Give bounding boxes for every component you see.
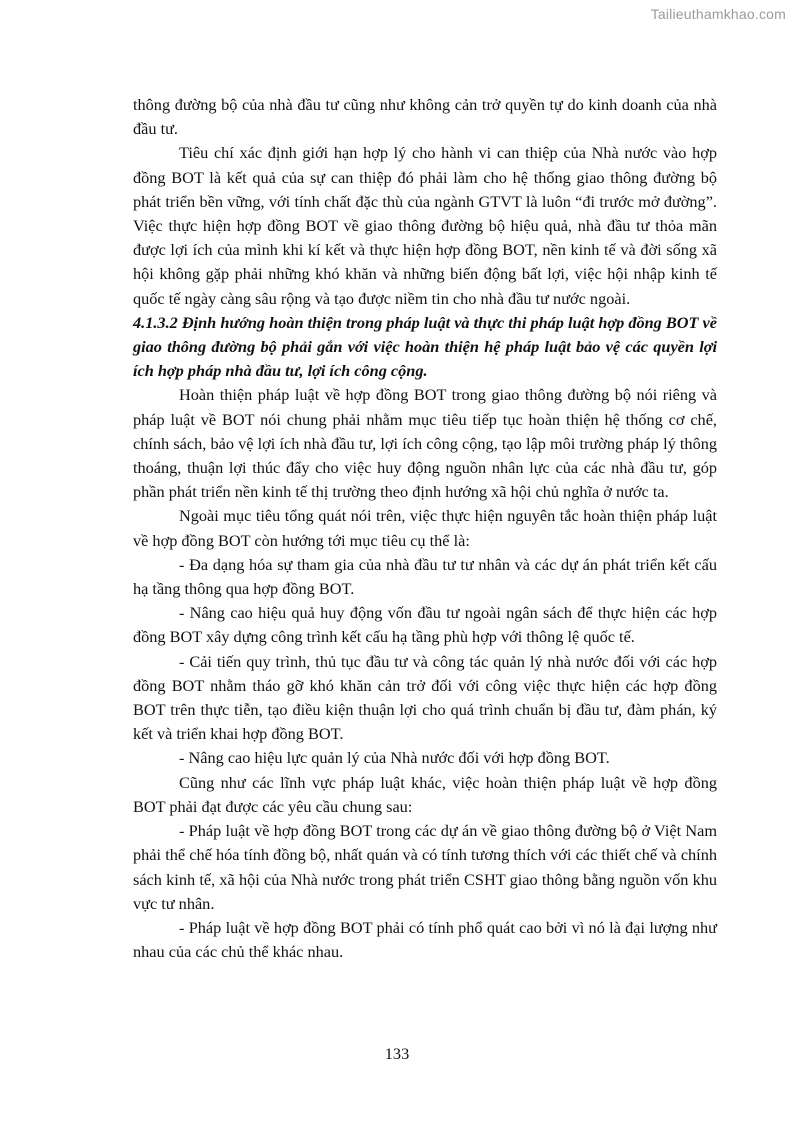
paragraph-continuation: thông đường bộ của nhà đầu tư cũng như không cản trở quyền tự do kinh doanh của nhà đầu tư. bbox=[133, 95, 717, 139]
paragraph-specific-goals-intro: Ngoài mục tiêu tổng quát nói trên, việc thực hiện nguyên tắc hoàn thiện pháp luật về hợp đồng BOT còn hướng tới mục tiêu cụ thể là: bbox=[133, 506, 717, 550]
paragraph-general-requirements-intro: Cũng như các lĩnh vực pháp luật khác, việc hoàn thiện pháp luật về hợp đồng BOT phải đạt được các yêu cầu chung sau: bbox=[133, 772, 717, 816]
watermark-text: Tailieuthamkhao.com bbox=[650, 6, 786, 22]
list-item-universality: - Pháp luật về hợp đồng BOT phải có tính phổ quát cao bởi vì nó là đại lượng như nhau của các chủ thể khác nhau. bbox=[133, 917, 717, 962]
list-item-procedure-reform: - Cải tiến quy trình, thủ tục đầu tư và công tác quản lý nhà nước đối với các hợp đồng BOT nhằm tháo gỡ khó khăn cản trở đối với công việc thực hiện các hợp đồng BOT trên thực tiễn, tạo điều kiện thuận lợi cho quá trình chuẩn bị đầu tư, đàm phán, ký kết và triển khai hợp đồng BOT. bbox=[133, 651, 717, 744]
page-number: 133 bbox=[384, 1044, 410, 1063]
list-item-diversify: - Đa dạng hóa sự tham gia của nhà đầu tư tư nhân và các dự án phát triển kết cấu hạ tầng thông qua hợp đồng BOT. bbox=[133, 554, 717, 599]
paragraph-criteria: Tiêu chí xác định giới hạn hợp lý cho hành vi can thiệp của Nhà nước vào hợp đồng BOT là kết quả của sự can thiệp đó phải làm cho hệ thống giao thông đường bộ phát triển bền vững, với tính chất đặc thù của ngành GTVT là luôn “đi trước mở đường”. Việc thực hiện hợp đồng BOT về giao thông đường bộ hiệu quả, nhà đầu tư thỏa mãn được lợi ích của mình khi kí kết và thực hiện hợp đồng BOT, nền kinh tế và đời sống xã hội không gặp phải những khó khăn và những biến động bất lợi, việc hội nhập kinh tế quốc tế ngày càng sâu rộng và tạo được niềm tin cho nhà đầu tư nước ngoài. bbox=[133, 143, 717, 308]
section-heading-4-1-3-2: 4.1.3.2 Định hướng hoàn thiện trong pháp luật và thực thi pháp luật hợp đồng BOT về giao thông đường bộ phải gắn với việc hoàn thiện hệ pháp luật bảo vệ các quyền lợi ích hợp pháp nhà đầu tư, lợi ích công cộng. bbox=[133, 312, 717, 381]
list-item-management-effectiveness: - Nâng cao hiệu lực quản lý của Nhà nước đối với hợp đồng BOT. bbox=[179, 748, 610, 768]
list-item-capital-mobilization: - Nâng cao hiệu quả huy động vốn đầu tư ngoài ngân sách để thực hiện các hợp đồng BOT xây dựng công trình kết cấu hạ tầng phù hợp với thông lệ quốc tế. bbox=[133, 603, 717, 647]
list-item-institutionalize: - Pháp luật về hợp đồng BOT trong các dự án về giao thông đường bộ ở Việt Nam phải thể chế hóa tính đồng bộ, nhất quán và có tính tương thích với các thiết chế và chính sách kinh tế, xã hội của Nhà nước trong phát triển CSHT giao thông bằng nguồn vốn khu vực tư nhân. bbox=[133, 821, 717, 913]
paragraph-improvement-goal: Hoàn thiện pháp luật về hợp đồng BOT trong giao thông đường bộ nói riêng và pháp luật về BOT nói chung phải nhằm mục tiêu tiếp tục hoàn thiện hệ thống cơ chế, chính sách, bảo vệ lợi ích nhà đầu tư, lợi ích công cộng, tạo lập môi trường pháp lý thông thoáng, thuận lợi thúc đẩy cho việc huy động nguồn nhân lực của các nhà đầu tư, góp phần phát triển nền kinh tế thị trường theo định hướng xã hội chủ nghĩa ở nước ta. bbox=[133, 385, 717, 502]
document-body bbox=[133, 93, 717, 964]
